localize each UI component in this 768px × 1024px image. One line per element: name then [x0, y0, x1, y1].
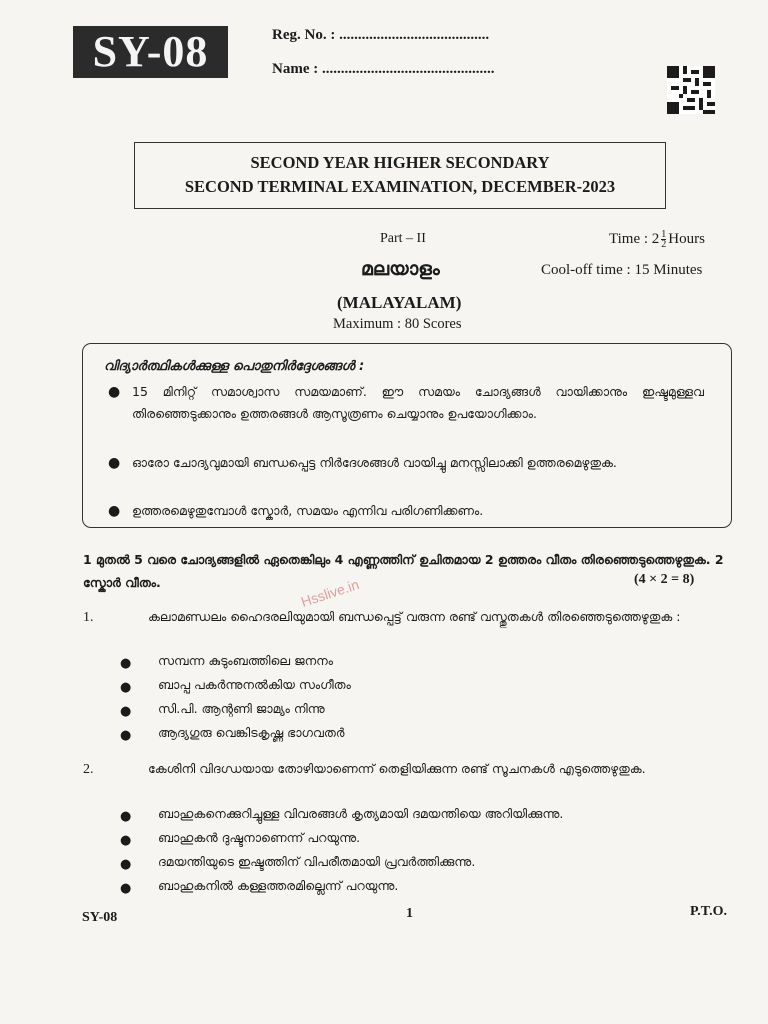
section-heading: 1 മുതൽ 5 വരെ ചോദ്യങ്ങളിൽ ഏതെങ്കിലും 4 എണ്ണത്തിന് ഉചിതമായ 2 ഉത്തരം വീതം തിരഞ്ഞെടുത്തെഴുതുക. 2 സ്കോർ വീതം. [83, 552, 724, 590]
time-suffix: Hours [668, 230, 705, 247]
instruction-item [108, 381, 704, 425]
section-marks: (4 × 2 = 8) [634, 572, 695, 587]
instruction-item [108, 452, 704, 474]
option-text: ബാപ്പ പകർന്നുനൽകിയ സംഗീതം [158, 677, 351, 692]
bullet-icon: ● [120, 704, 132, 719]
qr-code-icon [667, 66, 715, 114]
watermark: Hsslive.in [298, 576, 361, 610]
instruction-item [108, 500, 704, 522]
option-text: ബാഹുകൻ ദുഷ്ടനാണെന്ന് പറയുന്നു. [158, 830, 361, 845]
bullet-icon: ● [108, 455, 121, 471]
maximum-scores: Maximum : 80 Scores [333, 316, 462, 332]
time-label [609, 230, 705, 249]
question-number: 2. [83, 762, 94, 777]
question-number: 1. [83, 610, 94, 625]
bullet-icon: ● [120, 857, 132, 872]
bullet-icon: ● [120, 680, 132, 695]
part-label: Part – II [380, 231, 426, 246]
bullet-icon: ● [120, 833, 132, 848]
instructions-heading: വിദ്യാർത്ഥികൾക്കുള്ള പൊതുനിർദ്ദേശങ്ങൾ : [104, 359, 365, 374]
option-text: സി.പി. ആന്റണി ജാമ്യം നിന്നു [158, 701, 325, 716]
page-number: 1 [406, 906, 413, 921]
instruction-text: ഉത്തരമെഴുതുമ്പോൾ സ്കോർ, സമയം എന്നിവ പരിഗണിക്കണം. [132, 503, 484, 518]
exam-title-box [134, 142, 666, 209]
time-fraction-numerator: 1 [661, 229, 667, 240]
option-text: സമ്പന്ന കുടുംബത്തിലെ ജനനം [158, 653, 334, 668]
bullet-icon: ● [120, 809, 132, 824]
subject-malayalam: മലയാളം [361, 258, 440, 280]
time-prefix: Time : 2 [609, 230, 660, 247]
option-text: ദമയന്തിയുടെ ഇഷ്ടത്തിന് വിപരീതമായി പ്രവർത്തിക്കുന്നു. [158, 854, 476, 869]
question-text: കേശിനി വിദഗ്ധയായ തോഴിയാണെന്ന് തെളിയിക്കുന്ന രണ്ട് സൂചനകൾ എടുത്തെഴുതുക. [148, 761, 646, 776]
subject-english: (MALAYALAM) [337, 293, 462, 312]
bullet-icon: ● [120, 656, 132, 671]
footer-code: SY-08 [82, 910, 118, 925]
bullet-icon: ● [120, 728, 132, 743]
bullet-icon: ● [108, 503, 121, 519]
option-text: ബാഹുകനിൽ കള്ളത്തരമില്ലെന്ന് പറയുന്നു. [158, 878, 399, 893]
paper-code: SY-08 [73, 26, 228, 78]
instruction-text: 15 മിനിറ്റ് സമാശ്വാസ സമയമാണ്. ഈ സമയം ചോദ്യങ്ങൾ വായിക്കാനും ഇഷ്ടമുള്ളവ തിരഞ്ഞെടുക്കാനും ഉത്തരങ്ങൾ ആസൂത്രണം ചെയ്യാനും ഉപയോഗിക്കാം. [132, 384, 704, 421]
cooloff-time: Cool-off time : 15 Minutes [541, 262, 703, 278]
bullet-icon: ● [120, 881, 132, 896]
instruction-text: ഓരോ ചോദ്യവുമായി ബന്ധപ്പെട്ട നിർദേശങ്ങൾ വായിച്ചു മനസ്സിലാക്കി ഉത്തരമെഴുതുക. [132, 455, 617, 470]
bullet-icon: ● [108, 384, 121, 400]
exam-title-line2: SECOND TERMINAL EXAMINATION, DECEMBER-2023 [184, 177, 616, 196]
time-fraction-denominator: 2 [661, 239, 667, 250]
name-field: Name : .............................................. [272, 61, 495, 77]
question-text: കലാമണ്ഡലം ഹൈദരലിയുമായി ബന്ധപ്പെട്ട് വരുന്ന രണ്ട് വസ്തുതകൾ തിരഞ്ഞെടുത്തെഴുതുക : [148, 609, 681, 624]
option-text: ആദ്യഗുരു വെങ്കിടകൃഷ്ണ ഭാഗവതർ [158, 725, 345, 740]
exam-title-line1: SECOND YEAR HIGHER SECONDARY [250, 153, 550, 172]
option-text: ബാഹുകനെക്കുറിച്ചുള്ള വിവരങ്ങൾ കൃത്യമായി ദമയന്തിയെ അറിയിക്കുന്നു. [158, 806, 564, 821]
time-fraction [661, 230, 666, 249]
pto-label: P.T.O. [690, 904, 727, 919]
reg-no-field: Reg. No. : ........................................ [272, 27, 490, 43]
